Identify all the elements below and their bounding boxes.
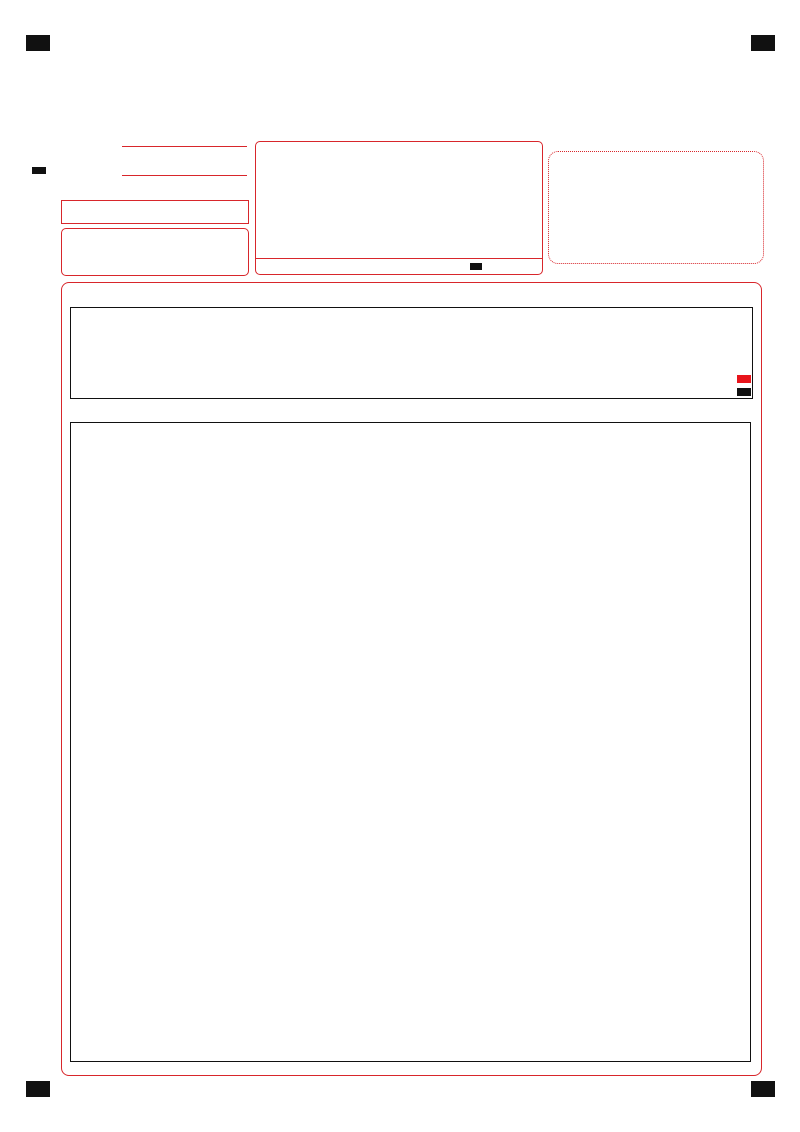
correct-fill-sample-icon [470, 263, 482, 270]
name-field[interactable] [122, 146, 247, 147]
side-mark-single [32, 167, 46, 174]
notice-side-label [256, 142, 278, 258]
corner-mark-bottom-left [26, 1081, 50, 1097]
fill-sample-row [256, 258, 542, 275]
alignment-mark-red [737, 375, 751, 383]
top-timing-marks [92, 38, 720, 47]
missing-exam-sticker-area [61, 228, 249, 276]
mc-answer-box [70, 307, 753, 399]
barcode-sticker-area [548, 151, 764, 264]
exam-id-boxes[interactable] [61, 200, 249, 224]
notice-box [255, 141, 543, 275]
answer-area [61, 282, 762, 1076]
essay-answer-box[interactable] [70, 422, 751, 1062]
corner-mark-top-left [26, 35, 50, 51]
alignment-mark-black [737, 388, 751, 396]
class-field[interactable] [122, 175, 247, 176]
corner-mark-top-right [751, 35, 775, 51]
corner-mark-bottom-right [751, 1081, 775, 1097]
